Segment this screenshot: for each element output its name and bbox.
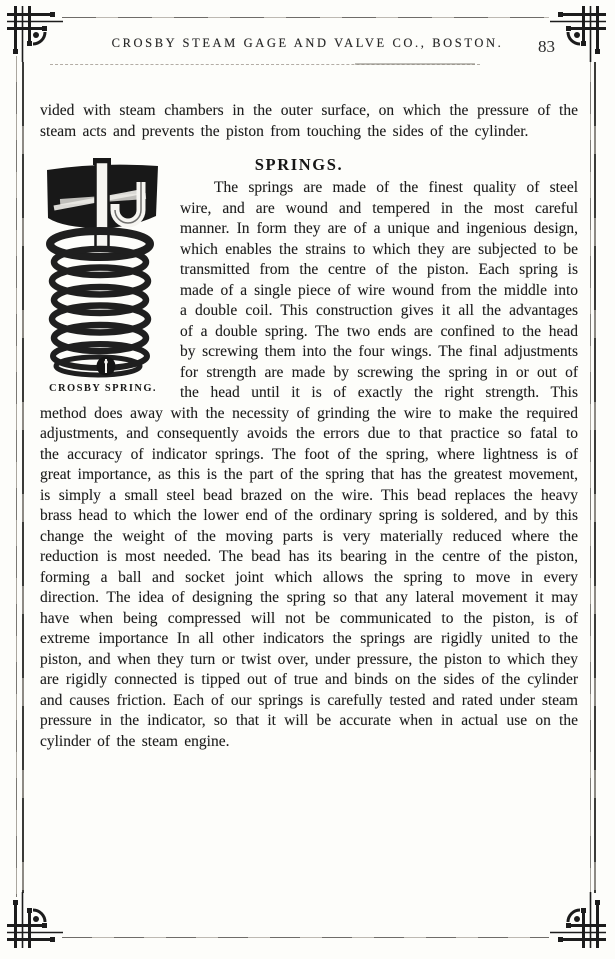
- running-head-title: CROSBY STEAM GAGE AND VALVE CO., BOSTON.: [111, 36, 504, 50]
- springs-section: [40, 155, 578, 752]
- border-rule-right-thick: [594, 62, 596, 893]
- border-rule-left-thick: [22, 62, 24, 893]
- crosby-spring-illustration: [40, 158, 166, 380]
- corner-ornament-icon: [5, 4, 65, 64]
- corner-ornament-icon: [548, 4, 608, 64]
- spring-figure: [40, 158, 166, 394]
- border-rule-right-thin: [590, 56, 591, 897]
- intro-paragraph: vided with steam chambers in the outer surface, on which the pressure of the steam acts and prevents the piston from touching the sides of the cylinder.: [40, 102, 578, 140]
- border-rule-bottom: [62, 937, 549, 938]
- text-block: [40, 101, 578, 752]
- border-rule-top: [62, 17, 549, 18]
- body-paragraph: The springs are made of the finest quality of steel wire, and are wound and tempered in the most careful manner. In form they are of a unique and ingenious design, which enables the strains to which they are subjected to be transmitted from the centre of the piston. Each spring is made of a single piece of wire wound from the middle into a double coil. This construction gives it all the advantages of a double spring. The two ends are confined to the head by screwing them into the four wings. The final adjustments for strength are made by screwing the spring in or out of the head until it is of exactly the right strength. This method does away with the necessity of grinding the wire to make the required adjustments, and consequently avoids the errors due to that practice so fatal to the accuracy of indicator springs. The foot of the spring, where lightness is of great importance, as this is the part of the spring that has the greatest movement, is simply a small steel bead brazed on the wire. This bead replaces the heavy brass head to which the lower end of the ordinary spring is soldered, and by this change the weight of the moving parts is very materially reduced where the reduction is most needed. The bead has its bearing in the centre of the piston, forming a ball and socket joint which allows the spring to move in every direction. The idea of designing the spring so that any lateral movement it may have when being compressed will not be communicated to the piston, is of extreme importance In all other indicators the springs are rigidly united to the piston, and when they turn or twist over, under pressure, the piston to which they are rigidly connected is tipped out of true and binds on the sides of the cylinder and causes friction. Each of our springs is carefully tested and rated under steam pressure in the indicator, so that it will be accurate when in actual use on the cylinder of the steam engine.: [40, 179, 578, 750]
- header-rule-dark-segment: [355, 63, 475, 65]
- border-rule-left-thin: [16, 56, 17, 897]
- corner-ornament-icon: [548, 890, 608, 950]
- page-number: 83: [538, 37, 555, 56]
- corner-ornament-icon: [5, 890, 65, 950]
- section-heading: SPRINGS.: [254, 155, 344, 174]
- figure-caption: CROSBY SPRING.: [49, 383, 157, 394]
